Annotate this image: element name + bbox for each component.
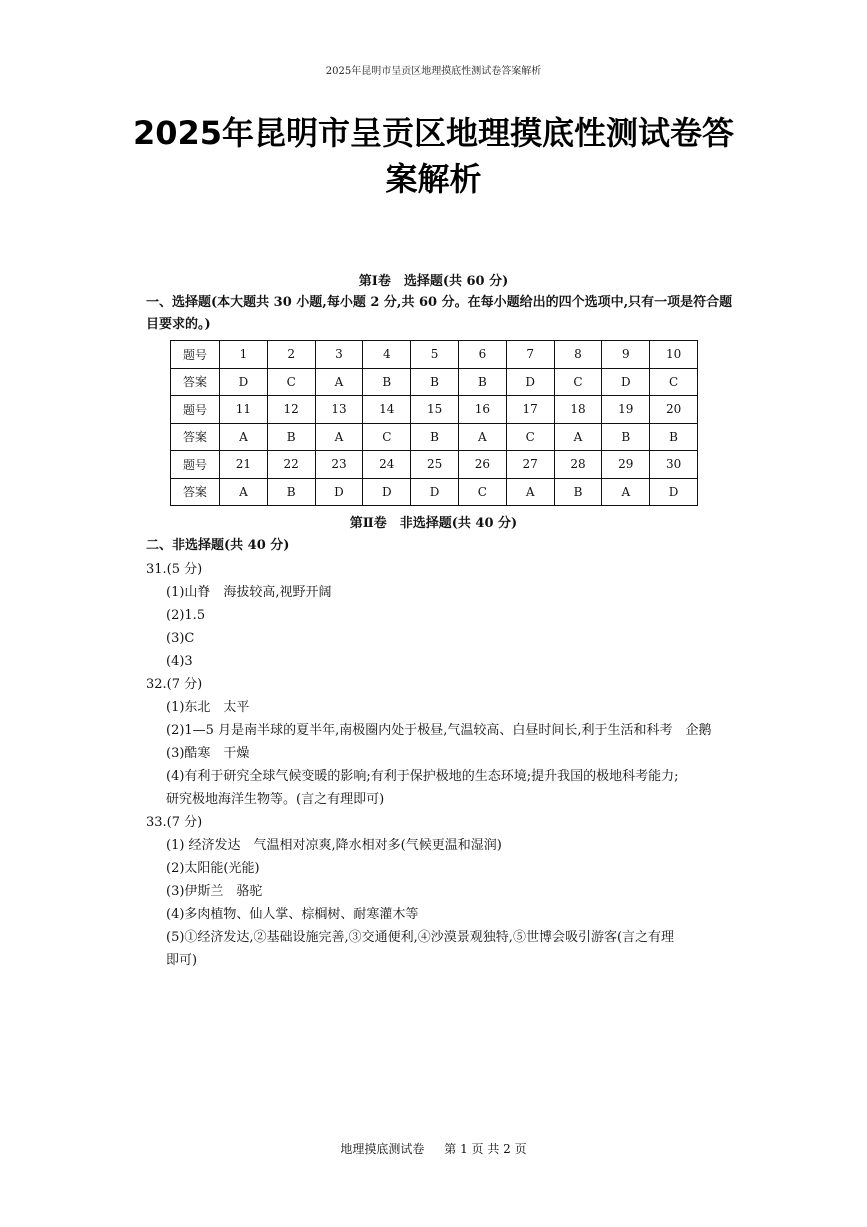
question-title: 31.(5 分)	[146, 562, 203, 577]
answer-item: (3)C	[166, 631, 195, 646]
answer-item: (2)太阳能(光能)	[166, 861, 260, 876]
table-cell-number: 27	[506, 451, 554, 479]
page-footer	[0, 1140, 867, 1157]
table-cell-answer: D	[411, 478, 459, 506]
table-cell-answer: D	[315, 478, 363, 506]
answer-item: (1)东北 太平	[166, 700, 250, 715]
table-row-answer	[171, 423, 698, 451]
answer-item: (5)①经济发达,②基础设施完善,③交通便利,④沙漠景观独特,⑤世博会吸引游客(言之有理	[166, 930, 675, 945]
section-1-heading: 第Ⅰ卷 选择题(共 60 分)	[358, 274, 509, 289]
table-cell-number: 5	[411, 341, 459, 369]
table-row-label: 答案	[171, 423, 220, 451]
table-cell-number: 26	[458, 451, 506, 479]
table-row-label: 答案	[171, 368, 220, 396]
table-row-number	[171, 451, 698, 479]
answer-list	[146, 558, 746, 972]
table-cell-number: 2	[267, 341, 315, 369]
answer-item: (3)伊斯兰 骆驼	[166, 884, 263, 899]
table-cell-answer: C	[363, 423, 411, 451]
table-cell-number: 1	[220, 341, 268, 369]
table-cell-answer: A	[220, 478, 268, 506]
table-cell-number: 6	[458, 341, 506, 369]
table-cell-answer: B	[458, 368, 506, 396]
table-cell-answer: B	[267, 423, 315, 451]
table-cell-answer: D	[363, 478, 411, 506]
table-cell-number: 18	[554, 396, 602, 424]
footer-exam-name: 地理摸底测试卷	[340, 1142, 425, 1156]
table-cell-answer: A	[315, 368, 363, 396]
answer-table	[170, 340, 698, 506]
table-cell-answer: B	[650, 423, 698, 451]
table-cell-answer: B	[411, 368, 459, 396]
question-title: 32.(7 分)	[146, 677, 203, 692]
table-row-label: 题号	[171, 451, 220, 479]
table-cell-number: 9	[602, 341, 650, 369]
running-header: 2025年昆明市呈贡区地理摸底性测试卷答案解析	[325, 66, 542, 77]
table-cell-number: 11	[220, 396, 268, 424]
answer-item: (3)酷寒 干燥	[166, 746, 250, 761]
table-cell-number: 8	[554, 341, 602, 369]
table-cell-number: 25	[411, 451, 459, 479]
table-cell-number: 12	[267, 396, 315, 424]
table-cell-number: 16	[458, 396, 506, 424]
table-cell-number: 28	[554, 451, 602, 479]
table-cell-number: 17	[506, 396, 554, 424]
table-row-label: 题号	[171, 396, 220, 424]
table-cell-number: 20	[650, 396, 698, 424]
answer-item: (1)山脊 海拔较高,视野开阔	[166, 585, 332, 600]
table-cell-answer: A	[220, 423, 268, 451]
table-cell-number: 15	[411, 396, 459, 424]
table-cell-answer: D	[220, 368, 268, 396]
table-cell-answer: A	[554, 423, 602, 451]
answer-item: (2)1.5	[166, 608, 206, 623]
table-cell-answer: D	[602, 368, 650, 396]
table-cell-answer: B	[602, 423, 650, 451]
table-cell-answer: C	[650, 368, 698, 396]
table-cell-number: 22	[267, 451, 315, 479]
table-cell-answer: C	[554, 368, 602, 396]
answer-item: (4)有利于研究全球气候变暖的影响;有利于保护极地的生态环境;提升我国的极地科考能力;	[166, 769, 679, 784]
section-2-heading: 第Ⅱ卷 非选择题(共 40 分)	[349, 516, 518, 531]
section-2-instruction: 二、非选择题(共 40 分)	[146, 538, 290, 553]
table-cell-number: 7	[506, 341, 554, 369]
table-row-answer	[171, 368, 698, 396]
table-cell-answer: A	[315, 423, 363, 451]
section-1-instruction: 一、选择题(本大题共 30 小题,每小题 2 分,共 60 分。在每小题给出的四个选项中,只有一项是符合题目要求的。)	[146, 295, 733, 332]
table-cell-answer: C	[267, 368, 315, 396]
table-row-label: 题号	[171, 341, 220, 369]
table-cell-answer: D	[506, 368, 554, 396]
table-row-number	[171, 396, 698, 424]
table-cell-answer: B	[554, 478, 602, 506]
question-title: 33.(7 分)	[146, 815, 203, 830]
table-cell-answer: C	[506, 423, 554, 451]
document-title	[0, 110, 867, 202]
answer-item: (1) 经济发达 气温相对凉爽,降水相对多(气候更温和湿润)	[166, 838, 502, 853]
answer-item: (2)1—5 月是南半球的夏半年,南极圈内处于极昼,气温较高、白昼时间长,利于生活和科考 企鹅	[166, 723, 712, 738]
table-cell-number: 19	[602, 396, 650, 424]
table-cell-number: 24	[363, 451, 411, 479]
table-cell-number: 13	[315, 396, 363, 424]
table-row-label: 答案	[171, 478, 220, 506]
table-cell-answer: C	[458, 478, 506, 506]
table-cell-number: 23	[315, 451, 363, 479]
table-cell-number: 29	[602, 451, 650, 479]
footer-page-number: 第 1 页 共 2 页	[444, 1142, 527, 1156]
table-cell-answer: B	[267, 478, 315, 506]
table-cell-number: 3	[315, 341, 363, 369]
table-cell-answer: A	[506, 478, 554, 506]
table-cell-answer: D	[650, 478, 698, 506]
table-row-number	[171, 341, 698, 369]
table-cell-answer: B	[363, 368, 411, 396]
answer-item: 即可)	[166, 953, 198, 968]
table-cell-number: 21	[220, 451, 268, 479]
table-cell-answer: A	[458, 423, 506, 451]
table-cell-number: 14	[363, 396, 411, 424]
answer-item: 研究极地海洋生物等。(言之有理即可)	[166, 792, 385, 807]
table-cell-number: 10	[650, 341, 698, 369]
document-title-line-1: 2025年昆明市呈贡区地理摸底性测试卷答	[132, 114, 735, 152]
table-cell-number: 30	[650, 451, 698, 479]
table-cell-number: 4	[363, 341, 411, 369]
answer-item: (4)多肉植物、仙人掌、棕榈树、耐寒灌木等	[166, 907, 419, 922]
table-cell-answer: B	[411, 423, 459, 451]
table-cell-answer: A	[602, 478, 650, 506]
table-row-answer	[171, 478, 698, 506]
answer-item: (4)3	[166, 654, 193, 669]
document-title-line-2: 案解析	[385, 160, 482, 198]
